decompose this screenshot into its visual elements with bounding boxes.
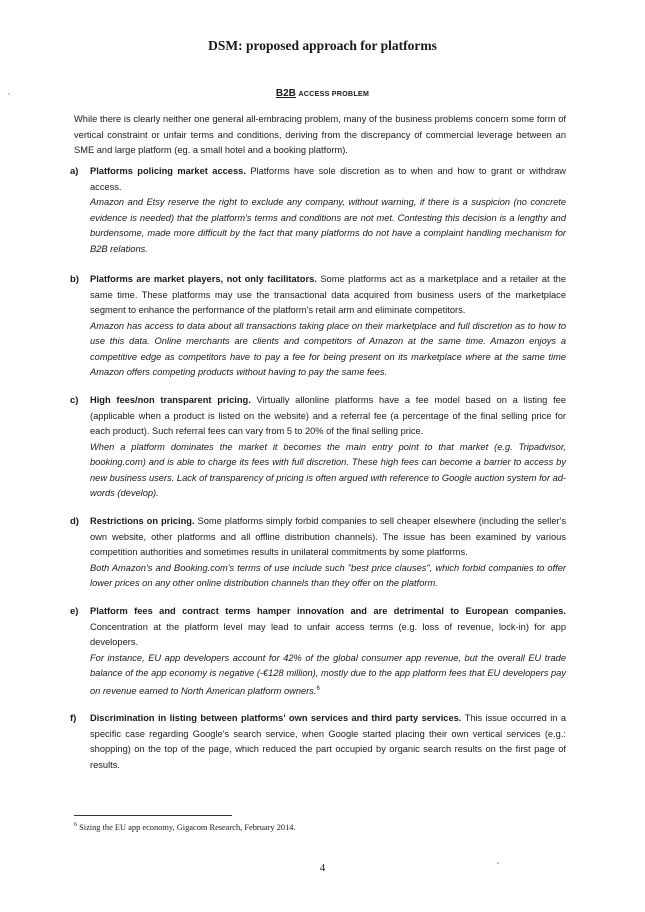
section-subtitle [0,88,645,99]
item-letter: b) [70,274,79,285]
item-letter: f) [70,713,77,724]
item-example: Both Amazon's and Booking.com's terms of use include such "best price clauses", which forbid companies to offer lower prices on any other online distribution channels than they offer on the platform. [90,562,566,588]
list-item-e [70,604,566,699]
item-heading: Platforms policing market access. [90,166,246,176]
item-example: When a platform dominates the market it becomes the main entry point to that market (e.g. Tripadvisor, booking.com) and is able to charge its fees with full discretion. These high fees can become a barrier to access by new business users. Lack of transparency of pricing is often argued with reference to Google auction system for ad-words (develop). [90,441,566,498]
item-heading: Discrimination in listing between platforms' own services and third party services. [90,713,462,723]
subtitle-emphasis: B2B [275,88,296,99]
list-item-a [70,164,566,257]
scan-speck [497,862,499,864]
list-item-b [70,272,566,381]
item-example: Amazon has access to data about all transactions taking place on their marketplace and full discretion as to how to use this data. Online merchants are clients and competitors of Amazon at the same time. Amazon enjoys a competitive edge as competitors have to pay a fee for being present on its marketplace where at the same time Amazon offers competing products without having to pay the same fees. [90,320,566,377]
item-letter: e) [70,606,79,617]
item-heading: Platforms are market players, not only facilitators. [90,274,317,284]
intro-paragraph: While there is clearly neither one general all-embracing problem, many of the business problems concern some form of vertical constraint or unfair terms and conditions, deriving from the discrepancy of commercial leverage between an SME and large platform (eg. a small hotel and a booking platform). [74,114,566,155]
item-letter: c) [70,395,79,406]
footnote-number: 6 [74,822,77,828]
footnote-ref: 6 [316,685,320,692]
footnote-text: Sizing the EU app economy, Gigacom Research, February 2014. [77,822,296,832]
item-text: Platforms have sole discretion as to when and how to grant or withdraw access. [90,166,566,192]
item-text: Concentration at the platform level may lead to unfair access terms (e.g. loss of revenue, lock-in) for app developers. [90,621,566,647]
item-example: Amazon and Etsy reserve the right to exclude any company, without warning, if there is a suspicion (no concrete evidence is needed) that the platform's terms and conditions are not met. Contesting this decision is a lengthy and burdensome, made more difficult by the fact that many platforms do not have a complaint handling mechanism for B2B relations. [90,197,566,254]
item-heading: Restrictions on pricing. [90,516,195,526]
item-text: This issue occurred in a specific case regarding Google's search service, when Google started placing their own vertical services (e.g.: shopping) on the top of the page, which reduced the part occupied by organic search results on the first page of results. [90,713,567,770]
page-number: 4 [319,862,326,874]
item-heading: Platform fees and contract terms hamper innovation and are detrimental to European companies. [90,606,566,616]
list-item-d [70,514,566,592]
item-text: Virtually allonline platforms have a fee model based on a listing fee (applicable when a product is listed on the website) and a referral fee (a percentage of the final selling price for each product). Such referral fees can vary from 5 to 20% of the final selling price. [90,395,566,436]
item-text: Some platforms act as a marketplace and a retailer at the same time. These platforms may use the transactional data acquired from business users of the marketplace segment to enhance the performance of the platform's retail arm and eliminate competitors. [90,274,566,315]
item-letter: d) [70,516,79,527]
item-letter: a) [70,166,79,177]
list-item-f [70,711,566,773]
footnote-divider [74,815,232,816]
subtitle-rest: ACCESS PROBLEM [298,89,370,98]
scan-speck [8,93,10,95]
item-heading: High fees/non transparent pricing. [90,395,251,405]
item-example: For instance, EU app developers account for 42% of the global consumer app revenue, but the overall EU trade balance of the app economy is negative (-€128 million), mostly due to the app platform fees that EU developers pay on revenue earned to North American platform owners. [90,652,566,696]
list-item-c [70,393,566,502]
page-title: DSM: proposed approach for platforms [208,38,437,53]
footnote [74,822,296,832]
item-text: Some platforms simply forbid companies to sell cheaper elsewhere (including the seller's own website, other platforms and all offline distribution channels). The issue has been examined by various competition authorities and sometimes results in unilateral commitments by some platforms. [90,516,567,557]
